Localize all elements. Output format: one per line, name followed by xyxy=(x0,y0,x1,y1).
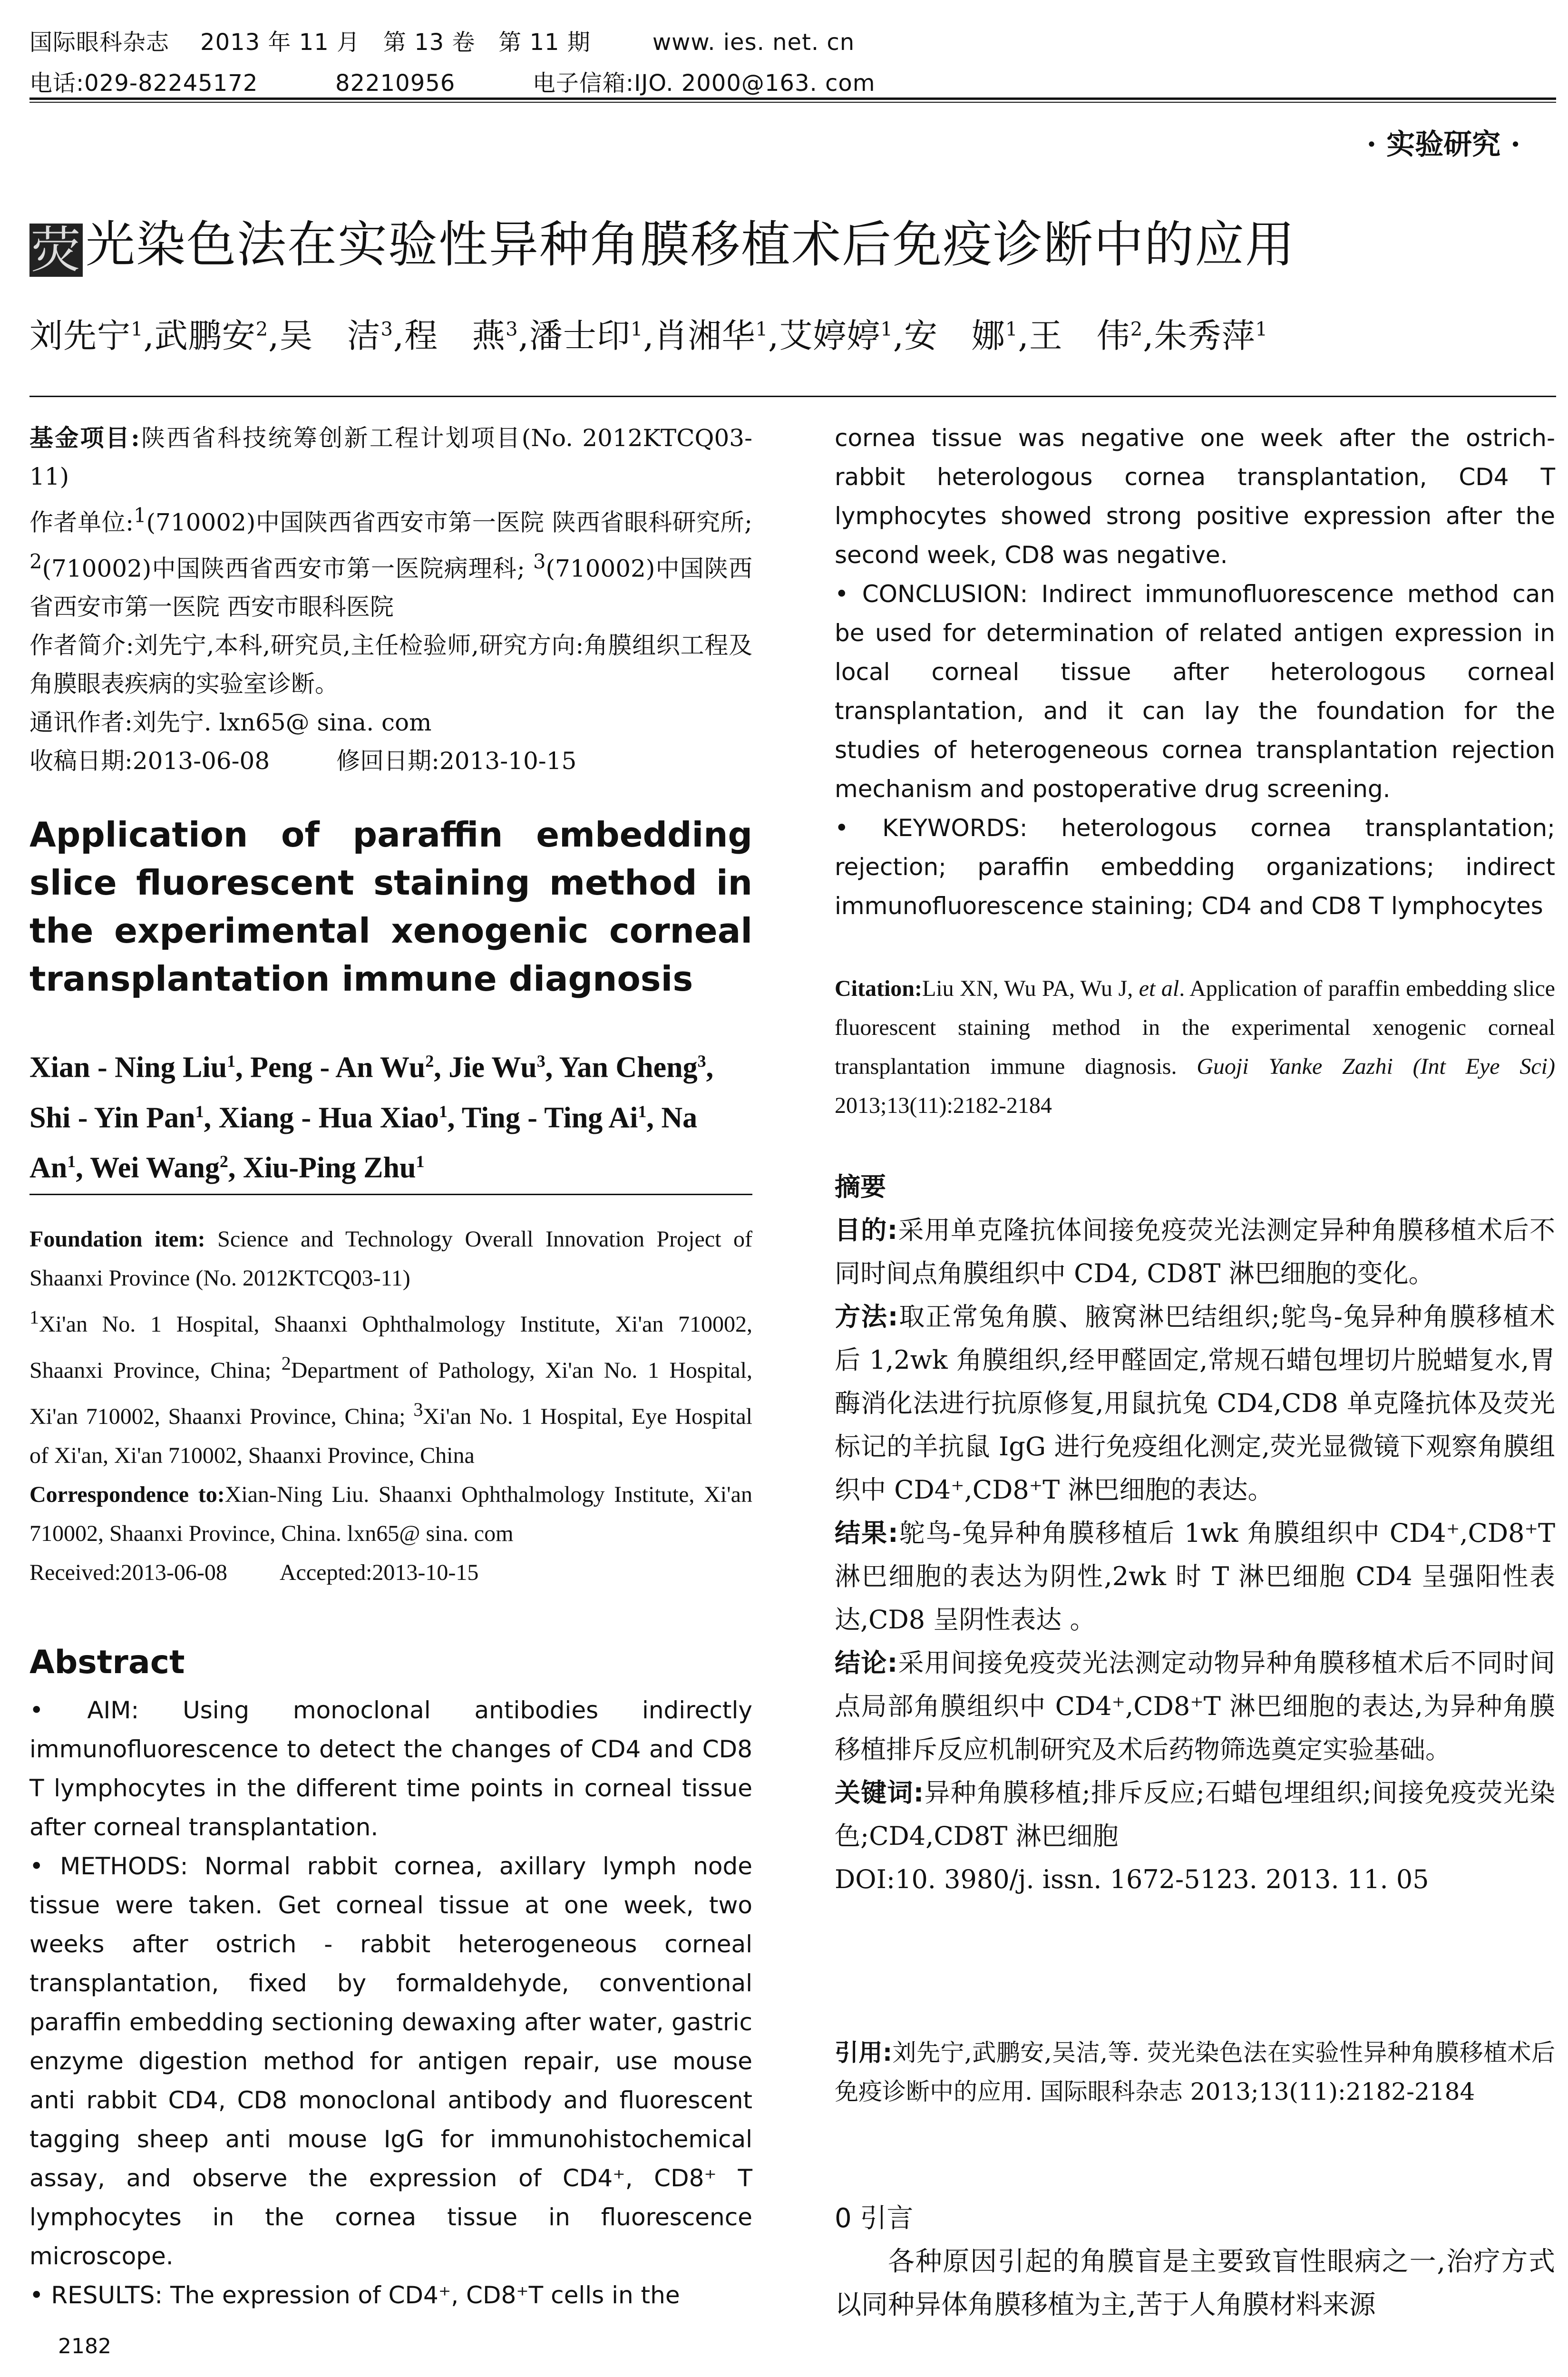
unit-text-2: (710002)中国陕西省西安市第一医院病理科; xyxy=(42,555,533,583)
author-zh-affiliation-sup: 1 xyxy=(131,318,144,341)
author-zh-name: 艾婷婷 xyxy=(779,316,881,355)
article-title-en: Application of paraffin embedding slice fluorescent staining method in the experimental xenogenic corneal transplantation immune diagnosis xyxy=(29,815,752,999)
author-en-name: Xiu-Ping Zhu xyxy=(243,1151,416,1184)
author-zh-affiliation-sup: 2 xyxy=(1130,318,1143,341)
conclusion-label: • CONCLUSION: xyxy=(835,580,1028,608)
author-en-affiliation-sup: 2 xyxy=(425,1052,434,1071)
fund-label: 基金项目: xyxy=(29,424,140,452)
unit-text-1: (710002)中国陕西省西安市第一医院 陕西省眼科研究所; xyxy=(146,508,752,536)
methods-text-zh: 取正常兔角膜、腋窝淋巴结组织;鸵鸟-兔异种角膜移植术后 1,2wk 角膜组织,经甲醛固定,常规石蜡包埋切片脱蜡复水,胃酶消化法进行抗原修复,用鼠抗兔 CD4,CD8 单克隆抗体及荧光标记的羊抗鼠 IgG 进行免疫组化测定,荧光显微镜下观察角膜组织中 CD4⁺,CD8⁺T 淋巴细胞的表达。 xyxy=(835,1302,1555,1505)
results-text-zh: 鸵鸟-兔异种角膜移植后 1wk 角膜组织中 CD4⁺,CD8⁺T 淋巴细胞的表达为阴性,2wk 时 T 淋巴细胞 CD4 呈强阳性表达,CD8 呈阴性表达 。 xyxy=(835,1518,1555,1635)
author-zh-name: 肖湘华 xyxy=(654,316,756,355)
correspondence-label: Correspondence to: xyxy=(29,1482,225,1507)
abstract-zh xyxy=(835,1165,1555,1901)
aim-text-zh: 采用单克隆抗体间接免疫荧光法测定异种角膜移植术后不同时间点角膜组织中 CD4, CD8T 淋巴细胞的变化。 xyxy=(835,1215,1555,1288)
methods-label-zh: 方法: xyxy=(835,1302,898,1332)
aim-label-zh: 目的: xyxy=(835,1215,898,1245)
author-en-affiliation-sup: 1 xyxy=(67,1152,76,1171)
foundation-block-en: Foundation item: Science and Technology Overall Innovation Project of Shaanxi Province (No. 2012KTCQ03-11) $^1$Xi'an No. 1 Hospital, Shaanxi Ophthalmology Institute, Xi'an 710002, Shaanxi Province, China; $^2$Department of Pathology, Xi'an No. 1 Hospital, Xi'an 710002, Shaanxi Province, China; $^3$Xi'an No. 1 Hospital, Eye Hospital of Xi'an, Xi'an 710002, Shaanxi Province, China Correspondence to:Xian-Ning Liu. Shaanxi Ophthalmology Institute, Xi'an 710002, Shaanxi Province, China. lxn65@ sina. com Received:2013-06-08 Accepted:2013-10-15 xyxy=(29,1227,753,1585)
reference-label-zh: 引用: xyxy=(835,2039,892,2066)
author-zh-name: 吴 洁 xyxy=(279,316,381,355)
received-label: 收稿日期: xyxy=(29,747,133,775)
aff-sup: 1 xyxy=(134,504,146,527)
keywords-text: heterologous cornea transplantation; rejection; paraffin embedding organizations; indirect immunofluorescence staining; CD4 and CD8 T lymphocytes xyxy=(835,814,1555,920)
author-en-affiliation-sup: 1 xyxy=(438,1101,448,1121)
reference-text-zh: 刘先宁,武鹏安,吴洁,等. 荧光染色法在实验性异种角膜移植术后免疫诊断中的应用. 国际眼科杂志 2013;13(11):2182-2184 xyxy=(835,2039,1555,2105)
author-zh-affiliation-sup: 3 xyxy=(506,318,518,341)
author-en-affiliation-sup: 1 xyxy=(638,1101,647,1121)
correspondence-text: Xian-Ning Liu. Shaanxi Ophthalmology Institute, Xi'an 710002, Shaanxi Province, China. lxn65@ sina. com xyxy=(29,1482,752,1546)
received-date: 2013-06-08 xyxy=(132,747,270,775)
citation-label: Citation: xyxy=(835,976,922,1001)
citation-authors: Liu XN, Wu PA, Wu J, xyxy=(922,976,1139,1001)
abstract-heading-en: Abstract xyxy=(29,1644,185,1681)
title-rule xyxy=(29,396,1556,397)
results-text-right: cornea tissue was negative one week after the ostrich-rabbit heterologous cornea transplantation, CD4 T lymphocytes showed strong positive expression after the second week, CD8 was negative. xyxy=(835,424,1555,569)
header-rule-thick xyxy=(29,97,1556,100)
author-list-zh: 刘先宁$^1$,武鹏安$^2$,吴 洁$^3$,程 燕$^3$,潘士印$^1$,肖湘华$^1$,艾婷婷$^1$,安 娜$^1$,王 伟$^2$,朱秀萍$^1$ xyxy=(29,316,1268,355)
author-zh-affiliation-sup: 1 xyxy=(630,318,643,341)
author-en-name: Wei Wang xyxy=(90,1151,220,1184)
author-en-name: Shi - Yin Pan xyxy=(29,1101,195,1134)
revised-label: 修回日期: xyxy=(336,747,439,775)
foundation-text: Science and Technology Overall Innovation Project of Shaanxi Province (No. 2012KTCQ03-11) xyxy=(29,1227,753,1291)
author-zh-affiliation-sup: 3 xyxy=(380,318,393,341)
conclusion-text: Indirect immunofluorescence method can be used for determination of related antigen expression in local corneal tissue after heterologous corneal transplantation, and it can lay the foundation for the studies of heterogeneous cornea transplantation rejection mechanism and postoperative drug screening. xyxy=(835,580,1555,803)
header-contact-line: 电话:029-82245172 82210956 电子信箱:IJO. 2000@163. com xyxy=(29,70,876,97)
author-zh-name: 程 燕 xyxy=(404,316,506,355)
intro-label: 作者简介: xyxy=(29,632,134,660)
keywords-label: • KEYWORDS: xyxy=(835,814,1028,842)
author-en-name: Na An xyxy=(29,1101,698,1184)
author-en-name: Xian - Ning Liu xyxy=(29,1051,227,1084)
intro-heading: 0 引言 xyxy=(835,2203,914,2234)
foundation-label: Foundation item: xyxy=(29,1227,205,1252)
methods-text: Normal rabbit cornea, axillary lymph node tissue were taken. Get corneal tissue at one week, two weeks after ostrich - rabbit heterogeneous corneal transplantation, fixed by formaldehyde, conventional paraffin embedding sectioning dewaxing after water, gastric enzyme digestion method for antigen repair, use mouse anti rabbit CD4, CD8 monoclonal antibody and fluorescent tagging sheep anti mouse IgG for immunohistochemical assay, and observe the expression of CD4⁺, CD8⁺ T lymphocytes in the cornea tissue in fluorescence microscope. xyxy=(29,1852,753,2270)
intro-text: 刘先宁,本科,研究员,主任检验师,研究方向:角膜组织工程及角膜眼表疾病的实验室诊断。 xyxy=(29,632,752,698)
author-zh-name: 王 伟 xyxy=(1029,316,1130,355)
author-zh-affiliation-sup: 1 xyxy=(1255,318,1268,341)
author-en-affiliation-sup: 3 xyxy=(536,1052,545,1071)
fund-text: 陕西省科技统筹创新工程计划项目(No. 2012KTCQ03-11) xyxy=(29,424,753,490)
aff-sup: 2 xyxy=(29,549,42,573)
keywords-label-zh: 关键词: xyxy=(835,1778,924,1808)
aim-label: • AIM: xyxy=(29,1696,139,1724)
author-zh-affiliation-sup: 1 xyxy=(880,318,893,341)
header-journal-line: 国际眼科杂志 2013 年 11 月 第 13 卷 第 11 期 www. ies. net. cn xyxy=(29,29,855,56)
page-number: 2182 xyxy=(58,2334,111,2358)
intro-paragraph: 各种原因引起的角膜盲是主要致盲性眼病之一,治疗方式以同种异体角膜移植为主,苦于人角膜材料来源 xyxy=(835,2246,1555,2320)
results-label-zh: 结果: xyxy=(835,1518,898,1548)
abstract-en-right xyxy=(835,419,1555,925)
aff-en-2: Department of Pathology, Xi'an No. 1 Hospital, Xi'an 710002, Shaanxi Province, China; xyxy=(29,1358,752,1429)
conclusion-text-zh: 采用间接免疫荧光法测定动物异种角膜移植术后不同时间点局部角膜组织中 CD4⁺,CD8⁺T 淋巴细胞的表达,为异种角膜移植排斥反应机制研究及术后药物筛选奠定实验基础。 xyxy=(835,1648,1555,1764)
author-rule xyxy=(29,1194,752,1195)
citation-journal: Guoji Yanke Zazhi (Int Eye Sci) xyxy=(1197,1054,1555,1079)
received-en: Received:2013-06-08 xyxy=(29,1560,227,1585)
author-en-affiliation-sup: 2 xyxy=(219,1152,228,1171)
author-zh-name: 安 娜 xyxy=(904,316,1006,355)
author-en-name: Peng - An Wu xyxy=(250,1051,426,1084)
accepted-en: Accepted:2013-10-15 xyxy=(279,1560,479,1585)
author-en-name: Xiang - Hua Xiao xyxy=(218,1101,439,1134)
author-en-name: Jie Wu xyxy=(448,1051,537,1084)
author-en-affiliation-sup: 1 xyxy=(227,1052,236,1071)
author-zh-affiliation-sup: 2 xyxy=(255,318,269,341)
citation-etal: et al xyxy=(1139,976,1179,1001)
author-zh-name: 刘先宁 xyxy=(29,316,131,355)
methods-label: • METHODS: xyxy=(29,1852,188,1880)
aim-text: Using monoclonal antibodies indirectly immunofluorescence to detect the changes of CD4 and CD8 T lymphocytes in the different time points in corneal tissue after corneal transplantation. xyxy=(29,1696,752,1841)
author-zh-name: 朱秀萍 xyxy=(1154,316,1256,355)
aff-en-1: Xi'an No. 1 Hospital, Shaanxi Ophthalmology Institute, Xi'an 710002, Shaanxi Province, China; xyxy=(29,1312,752,1383)
author-zh-name: 潘士印 xyxy=(529,316,631,355)
section-tag: · 实验研究 · xyxy=(1366,128,1520,161)
header-rule-thin xyxy=(29,102,1556,103)
citation-text: . Application of paraffin embedding slice fluorescent staining method in the experimental xenogenic corneal transplantation immune diagnosis. xyxy=(835,976,1555,1079)
abstract-heading-zh: 摘要 xyxy=(835,1172,886,1202)
running-header xyxy=(29,24,1556,105)
revised-date: 2013-10-15 xyxy=(439,747,577,775)
unit-text-3: (710002)中国陕西省西安市第一医院 西安市眼科医院 xyxy=(29,555,752,621)
citation-block xyxy=(835,969,1555,1125)
results-text-left: The expression of CD4⁺, CD8⁺T cells in the xyxy=(170,2281,680,2309)
aff-sup: 3 xyxy=(533,549,546,573)
author-en-name: Ting - Ting Ai xyxy=(461,1101,638,1134)
unit-label: 作者单位: xyxy=(29,508,134,536)
reference-zh xyxy=(835,2033,1555,2111)
conclusion-label-zh: 结论: xyxy=(835,1648,898,1678)
abstract-en-left xyxy=(29,1691,752,2315)
title-rest: 光染色法在实验性异种角膜移植术后免疫诊断中的应用 xyxy=(86,215,1296,273)
article-title-zh xyxy=(29,205,1296,279)
author-zh-affiliation-sup: 1 xyxy=(755,318,769,341)
citation-volume: 2013;13(11):2182-2184 xyxy=(835,1093,1052,1118)
corr-text: 刘先宁. lxn65@ sina. com xyxy=(132,709,432,737)
author-en-affiliation-sup: 1 xyxy=(195,1101,204,1121)
author-zh-affiliation-sup: 1 xyxy=(1005,318,1018,341)
info-block-zh xyxy=(29,419,752,780)
author-list-en: Xian - Ning Liu$^1$, Peng - An Wu$^2$, Jie Wu$^3$, Yan Cheng$^3$, Shi - Yin Pan$^1$, Xiang - Hua Xiao$^1$, Ting - Ting Ai$^1$, Na An$^1$, Wei Wang$^2$, Xiu-Ping Zhu$^1$ xyxy=(29,1051,714,1184)
author-en-affiliation-sup: 1 xyxy=(416,1152,425,1171)
results-label: • RESULTS: xyxy=(29,2281,163,2309)
title-first-char: 荧 xyxy=(29,224,83,277)
keywords-text-zh: 异种角膜移植;排斥反应;石蜡包埋组织;间接免疫荧光染色;CD4,CD8T 淋巴细胞 xyxy=(835,1778,1555,1851)
author-en-name: Yan Cheng xyxy=(559,1051,698,1084)
corr-label: 通讯作者: xyxy=(29,709,133,737)
doi-text: DOI:10. 3980/j. issn. 1672-5123. 2013. 11. 05 xyxy=(835,1864,1429,1894)
aff-en-3: Xi'an No. 1 Hospital, Eye Hospital of Xi'an, Xi'an 710002, Shaanxi Province, China xyxy=(29,1404,752,1468)
author-zh-name: 武鹏安 xyxy=(154,316,256,355)
author-en-affiliation-sup: 3 xyxy=(697,1052,706,1071)
